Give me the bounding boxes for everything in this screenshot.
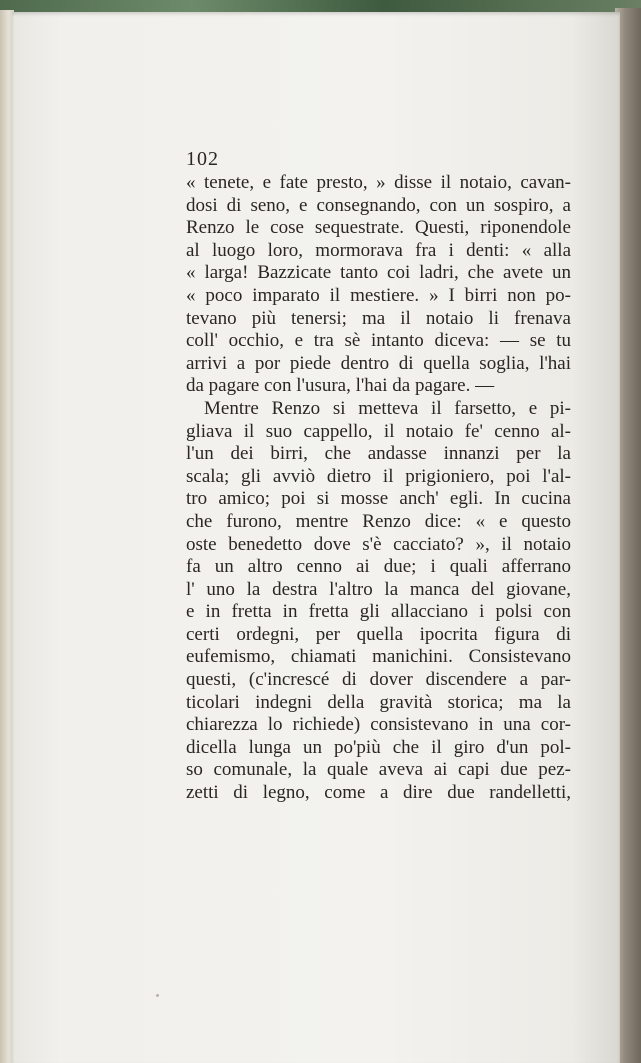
text-line: tro amico; poi si mosse anch' egli. In cucina (186, 488, 571, 510)
text-line: zetti di legno, come a dire due randelletti, (186, 782, 571, 804)
text-line: l' uno la destra l'altro la manca del giovane, (186, 578, 571, 600)
text-line: dicella lunga un po'più che il giro d'un pol- (186, 736, 571, 758)
text-line: scala; gli avviò dietro il prigioniero, poi l'al- (186, 465, 571, 487)
text-line: tevano più tenersi; ma il notaio li frenava (186, 307, 571, 329)
text-line: l'un dei birri, che andasse innanzi per la (186, 443, 571, 465)
text-line: chiarezza lo richiede) consistevano in una cor- (186, 714, 571, 736)
text-line: Mentre Renzo si metteva il farsetto, e pi- (204, 397, 571, 419)
text-line: fa un altro cenno ai due; i quali afferrano (186, 556, 571, 578)
text-line: che furono, mentre Renzo dice: « e questo (186, 510, 571, 532)
text-line: gliava il suo cappello, il notaio fe' cenno al- (186, 420, 571, 442)
text-line: ticolari indegni della gravità storica; ma la (186, 691, 571, 713)
text-line: Renzo le cose sequestrate. Questi, riponendole (186, 217, 571, 239)
text-line: al luogo loro, mormorava fra i denti: « alla (186, 239, 571, 261)
text-line: arrivi a por piede dentro di quella soglia, l'hai (186, 352, 571, 374)
text-line: « larga! Bazzicate tanto coi ladri, che avete un (186, 262, 571, 284)
text-line: « tenete, e fate presto, » disse il notaio, cavan- (186, 172, 571, 193)
text-line: so comunale, la quale aveva ai capi due pez- (186, 759, 571, 781)
text-line: questi, (c'increscé di dover discendere a par- (186, 669, 571, 691)
paper-speck (156, 994, 159, 997)
text-line: eufemismo, chiamati manichini. Consistevano (186, 646, 571, 668)
page-text (186, 172, 571, 805)
text-line: certi ordegni, per quella ipocrita figura di (186, 623, 571, 645)
text-line: dosi di seno, e consegnando, con un sospiro, a (186, 194, 571, 216)
text-line: « poco imparato il mestiere. » I birri non po- (186, 284, 571, 306)
text-line: oste benedetto dove s'è cacciato? », il notaio (186, 533, 571, 555)
text-line: coll' occhio, e tra sè intanto diceva: — se tu (186, 330, 571, 352)
text-line: da pagare con l'usura, l'hai da pagare. — (186, 375, 495, 397)
text-line: e in fretta in fretta gli allacciano i polsi con (186, 601, 571, 623)
page-number: 102 (186, 148, 219, 170)
